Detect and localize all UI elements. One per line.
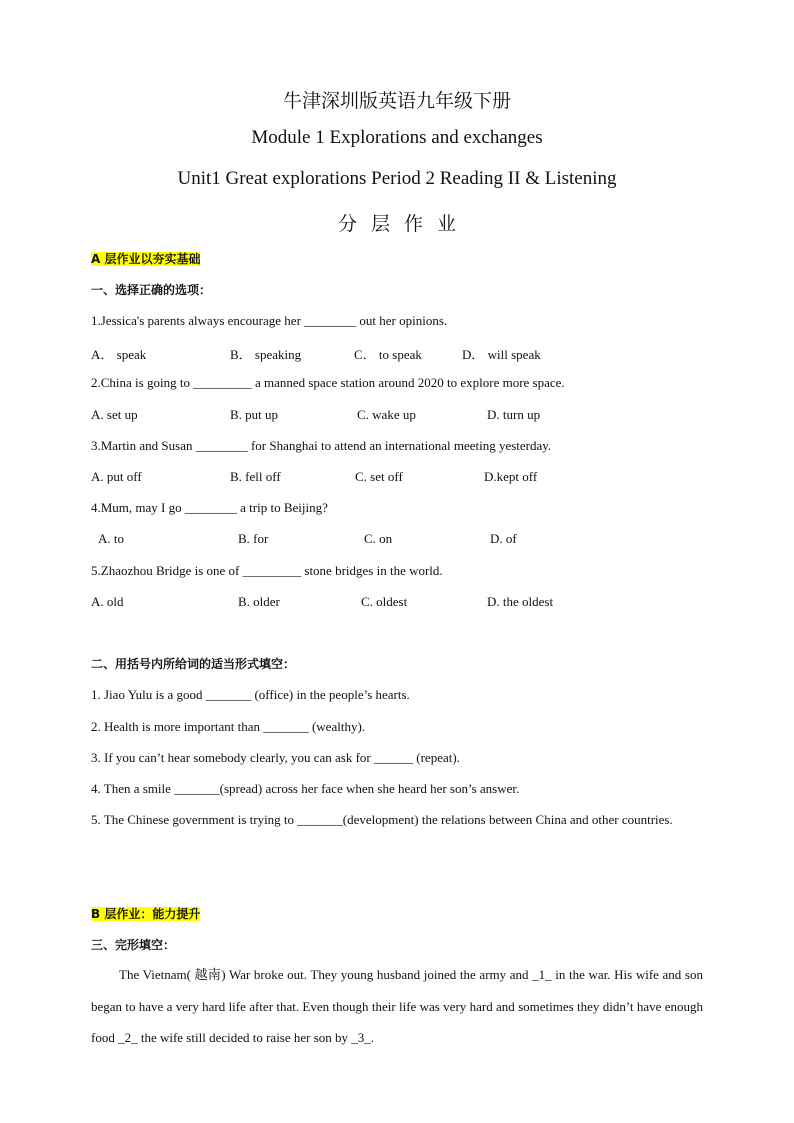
- question-2-option-b: B. put up: [230, 407, 279, 422]
- question-3-option-c: C. set off: [355, 469, 403, 484]
- question-5-option-c: C. oldest: [361, 594, 408, 609]
- question-2-option-a: A. set up: [91, 407, 138, 422]
- question-3-option-b: B. fell off: [230, 469, 281, 484]
- module-title: Module 1 Explorations and exchanges: [251, 127, 543, 148]
- question-1-option-d: D． will speak: [462, 347, 541, 362]
- question-5-stem: 5.Zhaozhou Bridge is one of _________ stone bridges in the world.: [91, 563, 443, 578]
- part3-heading: 三、完形填空：: [91, 938, 176, 952]
- question-3-option-d: D.kept off: [484, 469, 538, 484]
- fill-item-3: 3. If you can’t hear somebody clearly, you can ask for ______ (repeat).: [91, 750, 460, 765]
- question-4-option-a: A. to: [98, 531, 124, 546]
- question-4-option-c: C. on: [364, 531, 393, 546]
- fill-item-5: 5. The Chinese government is trying to _______(development) the relations between China and other countries.: [91, 812, 673, 827]
- question-1-option-c: C． to speak: [354, 347, 422, 362]
- homework-subtitle: 分层作业: [337, 214, 470, 235]
- section-a-highlight: A 层作业以夯实基础: [91, 252, 201, 266]
- section-b-highlight: B 层作业：能力提升: [91, 907, 201, 921]
- question-5-option-b: B. older: [238, 594, 280, 609]
- question-4-option-b: B. for: [238, 531, 269, 546]
- question-1-option-a: A． speak: [91, 347, 147, 362]
- fill-item-2: 2. Health is more important than _______ (wealthy).: [91, 719, 366, 734]
- section-b-heading: [91, 905, 200, 922]
- cloze-passage: The Vietnam( 越南) War broke out. They young husband joined the army and _1_ in the war. His wife and son began to have a very hard life after that. Even though their life was very hard and sometimes they didn’t have enough food _2_ the wife still decided to raise her son by _3_.: [91, 967, 703, 1045]
- part1-heading: 一、选择正确的选项：: [91, 283, 212, 297]
- chinese-title: 牛津深圳版英语九年级下册: [282, 91, 511, 112]
- question-4-stem: 4.Mum, may I go ________ a trip to Beijing?: [91, 500, 328, 515]
- part2-heading: 二、用括号内所给词的适当形式填空：: [91, 657, 296, 671]
- question-3-stem: 3.Martin and Susan ________ for Shanghai to attend an international meeting yesterday.: [91, 438, 552, 453]
- unit-title: Unit1 Great explorations Period 2 Reading II & Listening: [177, 168, 617, 189]
- question-1-option-b: B． speaking: [230, 347, 302, 362]
- question-2-stem: 2.China is going to _________ a manned space station around 2020 to explore more space.: [91, 375, 565, 390]
- fill-item-4: 4. Then a smile _______(spread) across her face when she heard her son’s answer.: [91, 781, 520, 796]
- section-a-heading: [91, 250, 200, 267]
- question-3-option-a: A. put off: [91, 469, 142, 484]
- question-5-option-a: A. old: [91, 594, 124, 609]
- fill-item-1: 1. Jiao Yulu is a good _______ (office) in the people’s hearts.: [91, 687, 410, 702]
- question-2-option-d: D. turn up: [487, 407, 541, 422]
- question-2-option-c: C. wake up: [357, 407, 416, 422]
- question-5-option-d: D. the oldest: [487, 594, 554, 609]
- question-1-stem: 1.Jessica's parents always encourage her ________ out her opinions.: [91, 313, 448, 328]
- question-4-option-d: D. of: [490, 531, 517, 546]
